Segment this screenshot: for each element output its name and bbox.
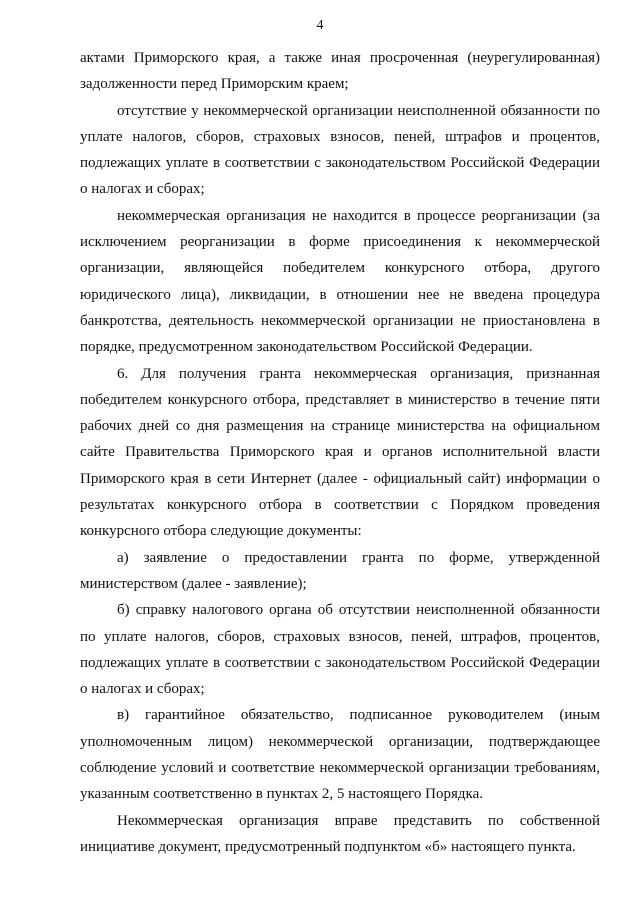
paragraph-no-reorganization: некоммерческая организация не находится в процессе реорганизации (за исключением реорганизации в форме присоединения к некоммерческой организации, являющейся победителем конкурсного отбора, другого юридического лица), ликвидации, в отношении нее не введена процедура банкротства, деятельность некоммерческой организации не приостановлена в порядке, предусмотренном законодательством Российской Федерации.: [80, 207, 600, 356]
document-body: [80, 45, 600, 860]
paragraph-own-initiative: Некоммерческая организация вправе представить по собственной инициативе документ, предусмотренный подпунктом «б» настоящего пункта.: [80, 812, 600, 855]
paragraph-item-c: в) гарантийное обязательство, подписанное руководителем (иным уполномоченным лицом) некоммерческой организации, подтверждающее соблюдение условий и соответствие некоммерческой организации требованиям, указанным соответственно в пунктах 2, 5 настоящего Порядка.: [80, 707, 600, 803]
paragraph-clause-6: 6. Для получения гранта некоммерческая организация, признанная победителем конкурсного отбора, представляет в министерство в течение пяти рабочих дней со дня размещения на странице министерства на официальном сайте Правительства Приморского края и органов исполнительной власти Приморского края в сети Интернет (далее - официальный сайт) информации о результатах конкурсного отбора в соответствии с Порядком проведения конкурсного отбора следующие документы:: [80, 365, 600, 540]
paragraph-no-tax-obligations: отсутствие у некоммерческой организации неисполненной обязанности по уплате налогов, сборов, страховых взносов, пеней, штрафов и процентов, подлежащих уплате в соответствии с законодательством Российской Федерации о налогах и сборах;: [80, 102, 600, 198]
page-number: 4: [316, 18, 324, 33]
paragraph-item-a: а) заявление о предоставлении гранта по форме, утвержденной министерством (далее - заявление);: [80, 549, 600, 592]
paragraph-debt-continuation: актами Приморского края, а также иная просроченная (неурегулированная) задолженности перед Приморским краем;: [80, 50, 600, 93]
paragraph-item-b: б) справку налогового органа об отсутствии неисполненной обязанности по уплате налогов, сборов, страховых взносов, пеней, штрафов, процентов, подлежащих уплате в соответствии с законодательством Российской Федерации о налогах и сборах;: [80, 602, 600, 698]
